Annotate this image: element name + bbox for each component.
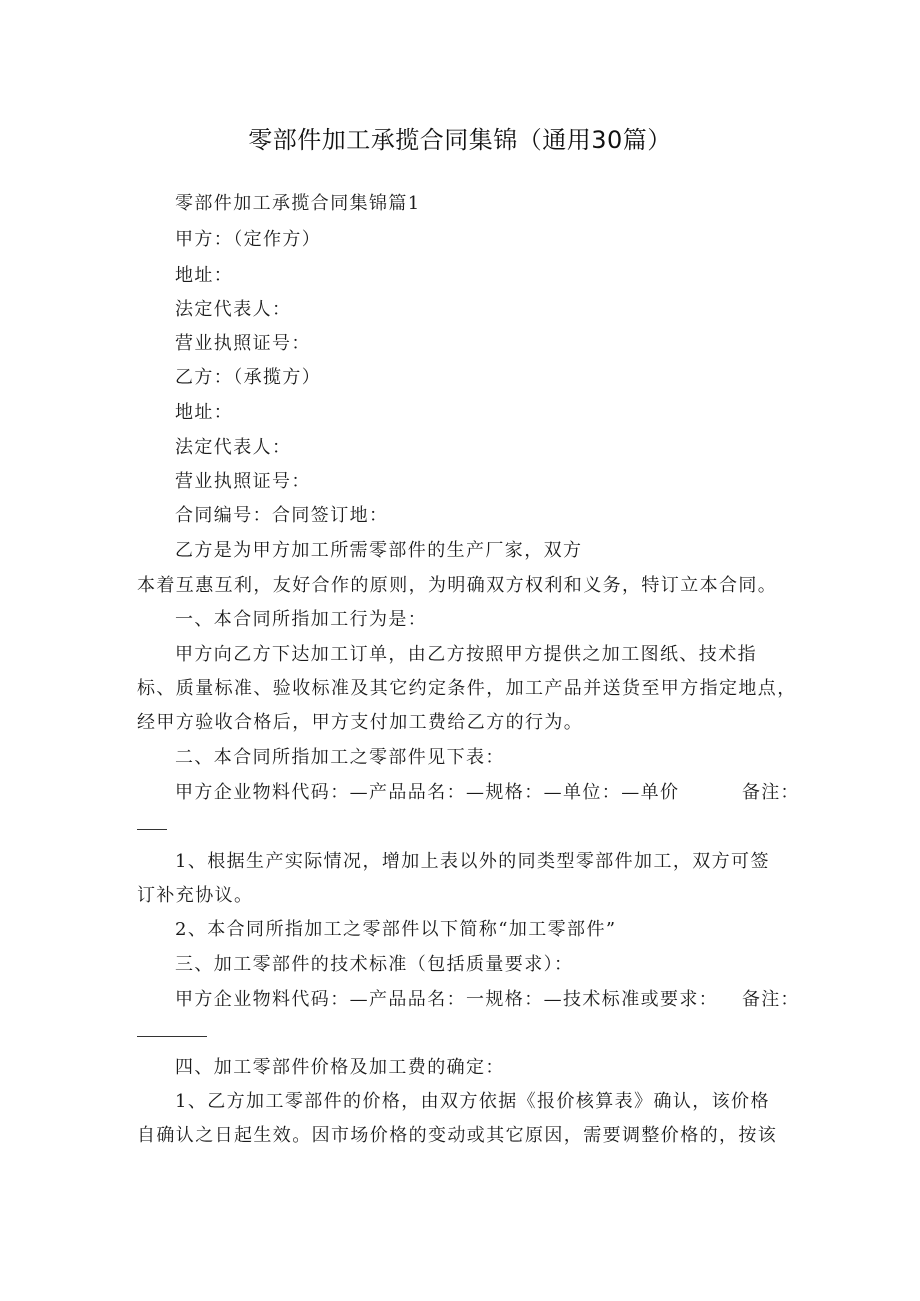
party-a-representative: 法定代表人： xyxy=(175,299,292,320)
party-a-address: 地址： xyxy=(175,265,234,286)
table-header-line: 甲方企业物料代码：—产品品名：—规格：—单位：—单价 xyxy=(175,782,680,803)
blank-line xyxy=(137,1036,207,1037)
blank-line xyxy=(137,829,167,830)
paragraph-line: 自确认之日起生效。因市场价格的变动或其它原因，需要调整价格的，按该 xyxy=(137,1125,778,1146)
paragraph-line: 1、乙方加工零部件的价格，由双方依据《报价核算表》确认，该价格 xyxy=(175,1091,770,1112)
document-title: 零部件加工承揽合同集锦（通用30篇） xyxy=(248,126,672,154)
contract-number-line: 合同编号：合同签订地： xyxy=(175,505,389,526)
clause-heading: 一、本合同所指加工行为是： xyxy=(175,609,428,630)
section-heading: 零部件加工承揽合同集锦篇1 xyxy=(175,193,421,214)
paragraph-line: 2、本合同所指加工之零部件以下简称“加工零部件” xyxy=(175,919,617,940)
party-b-representative: 法定代表人： xyxy=(175,437,292,458)
clause-heading: 四、加工零部件价格及加工费的确定： xyxy=(175,1057,505,1078)
paragraph-line: 甲方向乙方下达加工订单，由乙方按照甲方提供之加工图纸、技术指 xyxy=(175,644,757,665)
remarks-label: 备注： xyxy=(742,989,800,1010)
clause-heading: 二、本合同所指加工之零部件见下表： xyxy=(175,747,505,768)
paragraph-line: 标、质量标准、验收标准及其它约定条件，加工产品并送货至甲方指定地点， xyxy=(137,678,797,699)
paragraph-line: 乙方是为甲方加工所需零部件的生产厂家，双方 xyxy=(175,540,583,561)
paragraph-line: 经甲方验收合格后，甲方支付加工费给乙方的行为。 xyxy=(137,712,584,733)
paragraph-line: 1、根据生产实际情况，增加上表以外的同类型零部件加工，双方可签 xyxy=(175,851,770,872)
party-a-line: 甲方：（定作方） xyxy=(175,229,322,250)
clause-heading: 三、加工零部件的技术标准（包括质量要求）： xyxy=(175,954,574,975)
table-header-line: 甲方企业物料代码：—产品品名：一规格：—技术标准或要求： xyxy=(175,989,719,1010)
remarks-label: 备注： xyxy=(742,782,800,803)
paragraph-line: 订补充协议。 xyxy=(137,885,254,906)
party-b-license: 营业执照证号： xyxy=(175,471,311,492)
party-b-line: 乙方：（承揽方） xyxy=(175,367,322,388)
party-b-address: 地址： xyxy=(175,402,234,423)
paragraph-line: 本着互惠互利，友好合作的原则，为明确双方权利和义务，特订立本合同。 xyxy=(137,575,778,596)
party-a-license: 营业执照证号： xyxy=(175,333,311,354)
